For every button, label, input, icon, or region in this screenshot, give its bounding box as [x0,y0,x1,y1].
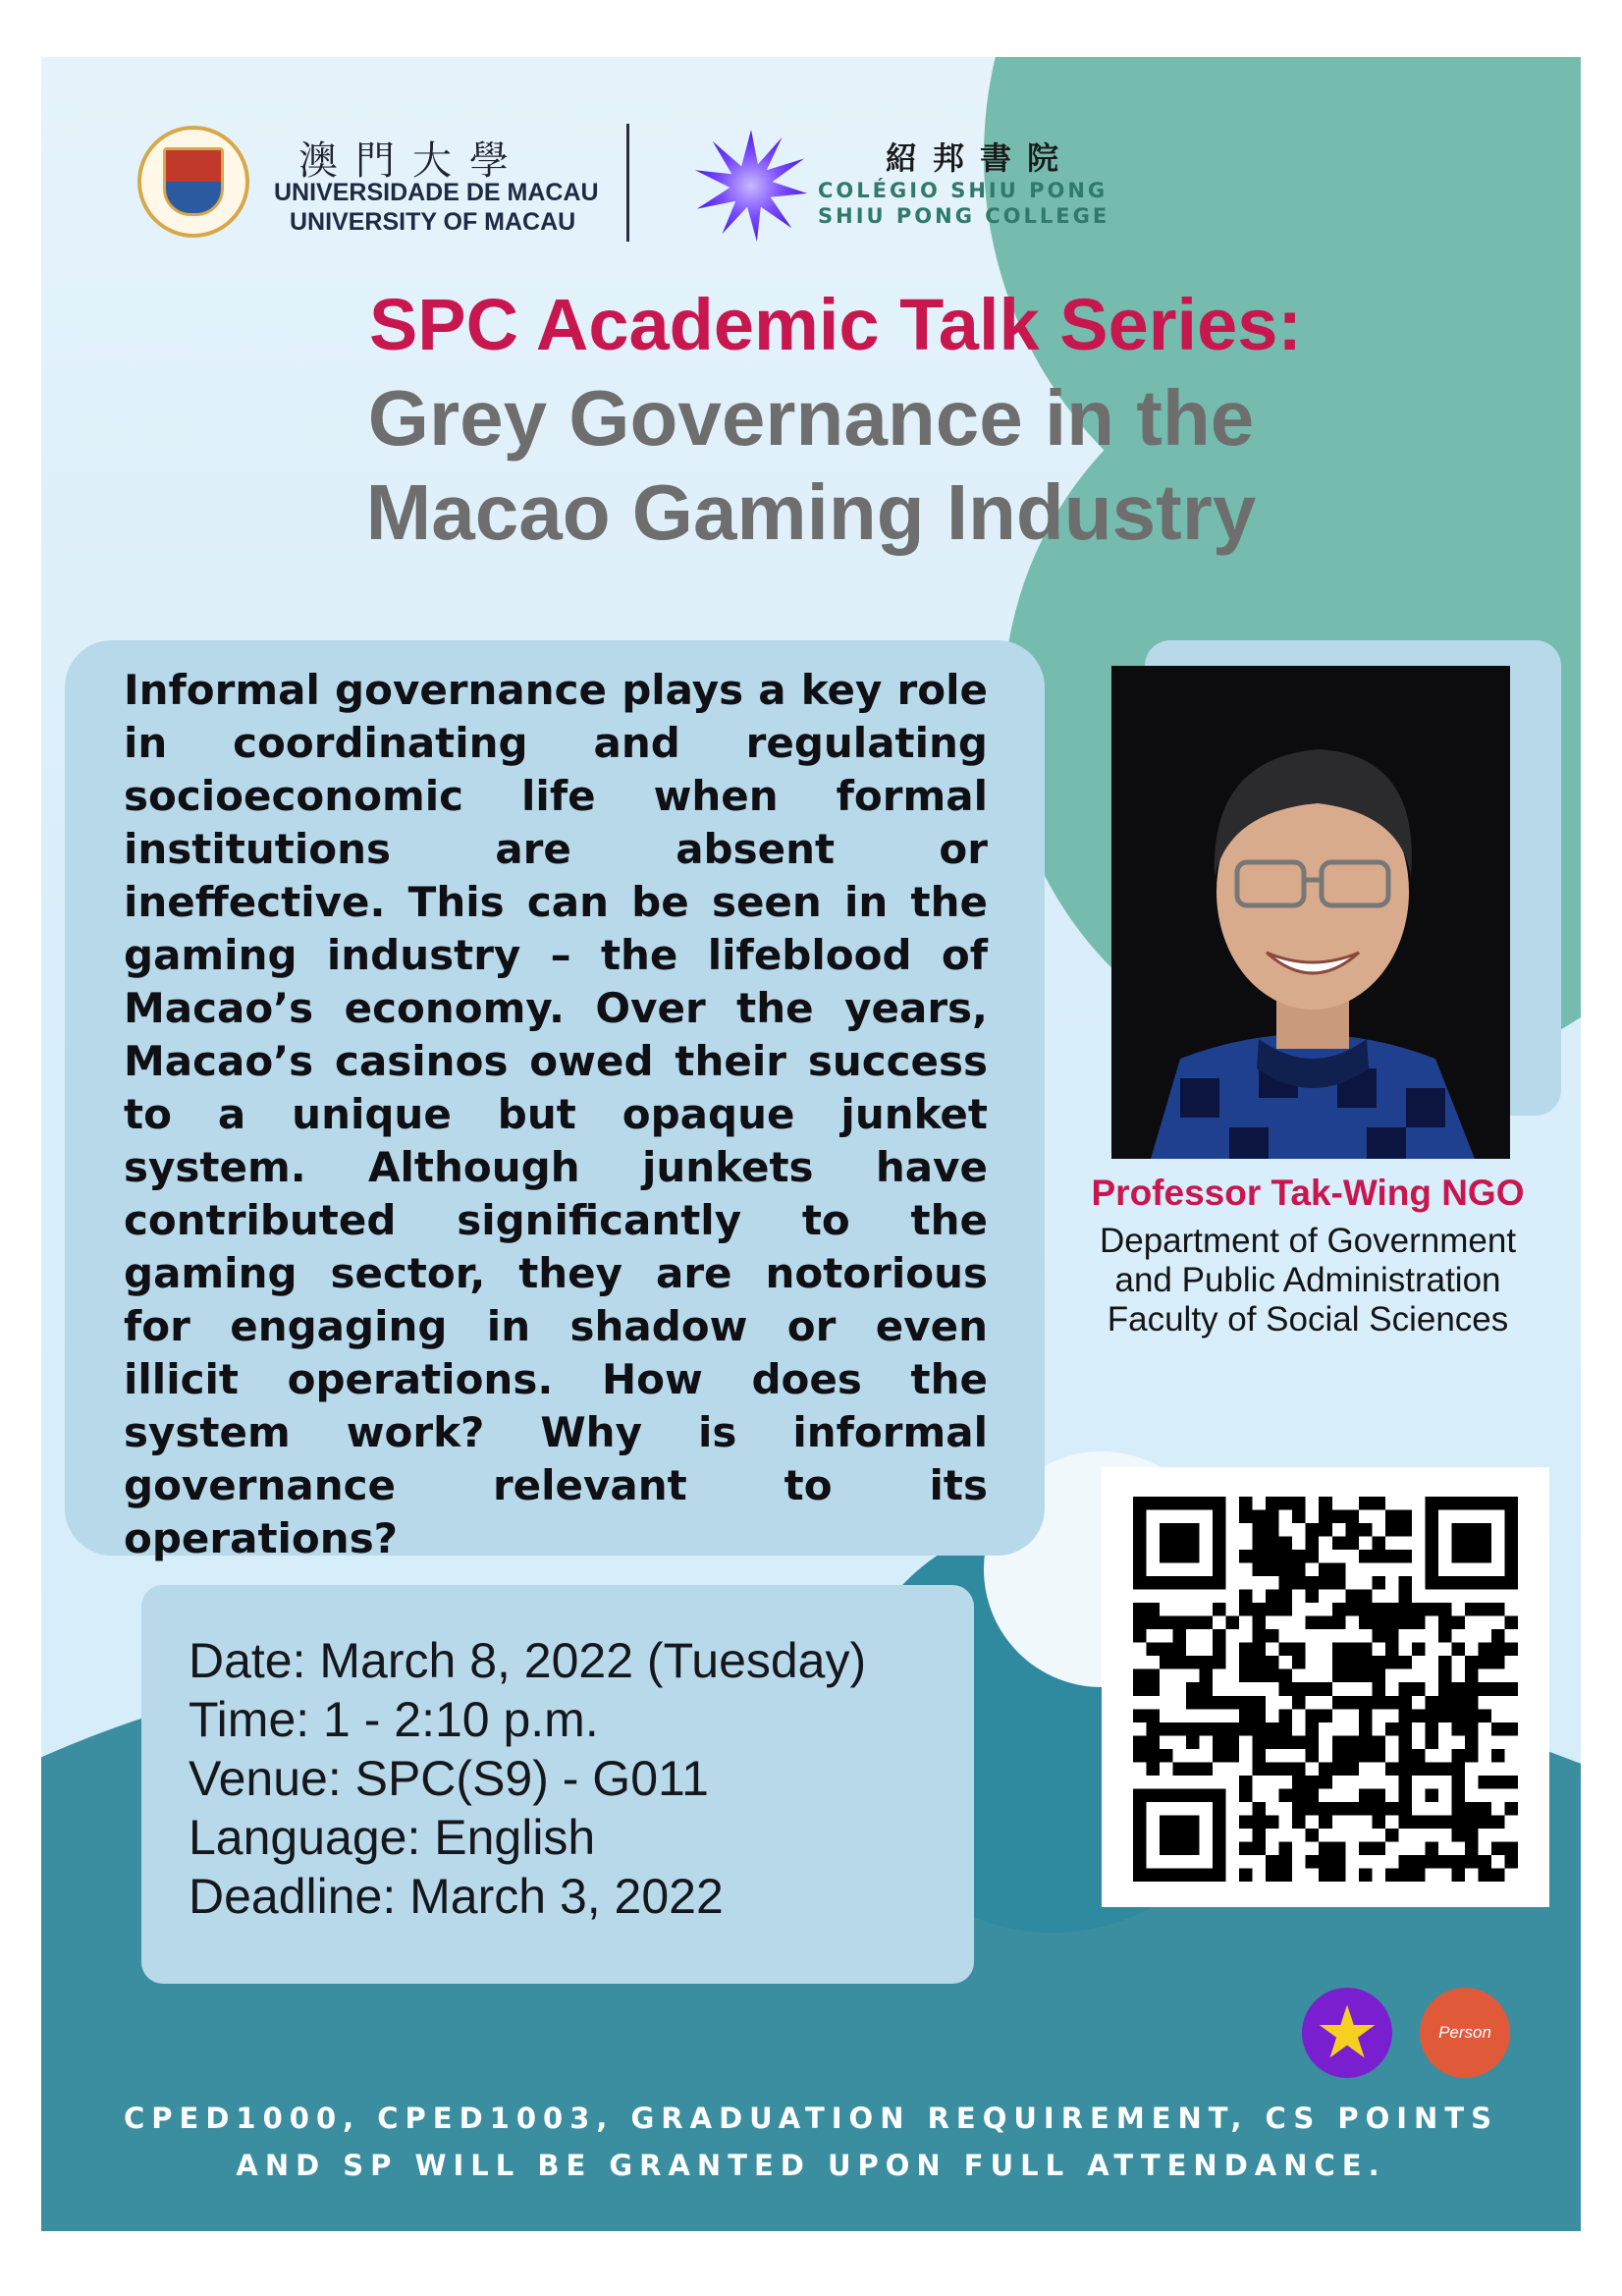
poster [41,57,1581,2231]
speaker-department-line1: Department of Government [1099,1222,1517,1260]
um-name-english: UNIVERSITY OF MACAU [290,208,576,236]
person-badge-label: Person [1438,2023,1491,2042]
registration-qr-code[interactable] [1133,1497,1518,1882]
um-seal-logo [137,126,249,238]
footer-requirements-line1: CPED1000, CPED1003, GRADUATION REQUIREMENT, CS POINTS [124,2102,1498,2135]
talk-title [41,371,1581,560]
abstract-text: Informal governance plays a key role in coordinating and regulating socioeconomic life when formal institutions are absent or ineffective. This can be seen in the gaming industry – the lifeblood of Macao’s economy. Over the years, Macao’s casinos owed their success to a unique but opaque junket system. Although junkets have contributed significantly to the gaming sector, they are notorious for engaging in shadow or even illicit operations. How does the system work? Why is informal governance relevant to its operations? [124,666,988,1562]
spc-name-portuguese: COLÉGIO SHIU PONG [818,179,1108,202]
star-icon: ★ [1314,1991,1380,2075]
event-venue: Venue: SPC(S9) - G011 [189,1751,709,1806]
event-date: Date: March 8, 2022 (Tuesday) [189,1633,867,1688]
spc-name-chinese: 紹邦書院 [886,139,1075,177]
event-language: Language: English [189,1810,596,1865]
speaker-faculty: Faculty of Social Sciences [1107,1300,1509,1339]
event-time: Time: 1 - 2:10 p.m. [189,1692,599,1747]
spc-star-logo [693,128,809,244]
talk-title-line2: Macao Gaming Industry [365,468,1257,556]
person-badge-icon [1420,1988,1510,2078]
talk-title-line1: Grey Governance in the [367,374,1255,462]
registration-deadline: Deadline: March 3, 2022 [189,1869,724,1924]
speaker-name: Professor Tak-Wing NGO [1091,1173,1525,1213]
um-name-chinese: 澳門大學 [298,138,526,184]
header-divider [626,124,629,242]
speaker-department-line2: and Public Administration [1114,1261,1501,1299]
sp-badge-icon [1302,1988,1392,2078]
footer-requirements-line2: AND SP WILL BE GRANTED UPON FULL ATTENDANCE. [236,2149,1386,2182]
series-title: SPC Academic Talk Series: [368,284,1303,365]
speaker-photo [1111,666,1510,1159]
spc-name-english: SHIU PONG COLLEGE [818,204,1110,228]
um-name-portuguese: UNIVERSIDADE DE MACAU [274,179,599,206]
